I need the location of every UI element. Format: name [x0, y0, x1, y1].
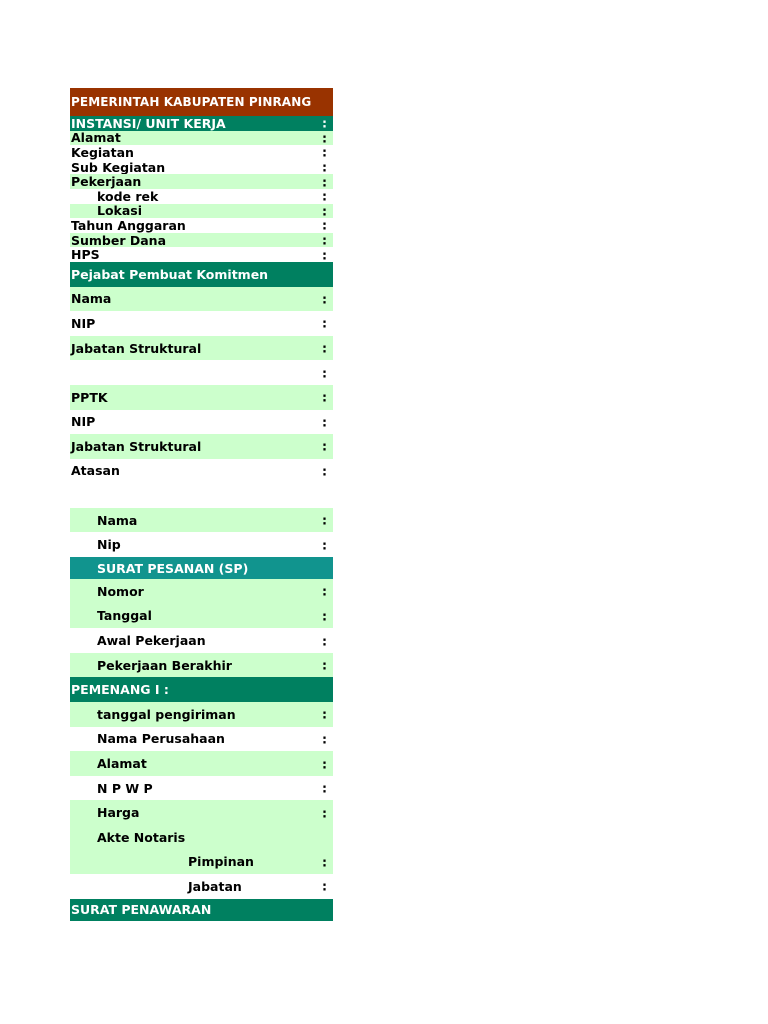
- row-colon: :: [322, 731, 327, 747]
- row-hps: [70, 247, 333, 262]
- row-sub-kegiatan: [70, 160, 333, 175]
- row-colon: :: [322, 188, 327, 204]
- row-colon: :: [322, 414, 327, 430]
- row-colon: :: [322, 340, 327, 356]
- row-label: Kegiatan: [71, 144, 134, 160]
- row-sp-nomor: [70, 579, 333, 604]
- row-ppk-nip: [70, 311, 333, 336]
- row-awal-pekerjaan: [70, 628, 333, 653]
- row-akte-notaris: [70, 825, 333, 850]
- row-tanggal-pengiriman: [70, 702, 333, 727]
- row-colon: :: [322, 365, 327, 381]
- row-npwp: [70, 776, 333, 801]
- row-label: Nomor: [97, 583, 144, 599]
- row-sumber-dana: [70, 233, 333, 248]
- row-label: PPTK: [71, 389, 108, 405]
- row-sp-tanggal: [70, 604, 333, 629]
- sheet-title: [70, 88, 333, 116]
- row-pekerjaan-berakhir: [70, 653, 333, 678]
- row-colon: :: [322, 144, 327, 160]
- row-label: Tanggal: [97, 608, 152, 624]
- section-header-penawaran: [70, 899, 333, 921]
- row-colon: :: [322, 389, 327, 405]
- row-label: Awal Pekerjaan: [97, 633, 206, 649]
- row-colon: :: [322, 315, 327, 331]
- row-jabatan: [70, 874, 333, 899]
- row-label: Pimpinan: [188, 854, 254, 870]
- row-colon: :: [322, 512, 327, 528]
- row-colon: :: [322, 633, 327, 649]
- row-colon: :: [322, 174, 327, 190]
- row-colon: :: [322, 291, 327, 307]
- row-pekerjaan: [70, 174, 333, 189]
- row-colon: :: [322, 232, 327, 248]
- row-label: Harga: [97, 805, 140, 821]
- row-pptk: [70, 385, 333, 410]
- row-colon: :: [322, 780, 327, 796]
- sheet-title-text: PEMERINTAH KABUPATEN PINRANG: [71, 95, 312, 109]
- row-lokasi: [70, 204, 333, 219]
- row-colon: :: [322, 608, 327, 624]
- row-atasan: [70, 459, 333, 484]
- row-label: N P W P: [97, 780, 153, 796]
- row-label: NIP: [71, 414, 96, 430]
- row-colon: :: [322, 878, 327, 894]
- row-kode-rek: [70, 189, 333, 204]
- row-spacer: [70, 483, 333, 508]
- row-label: kode rek: [97, 188, 159, 204]
- row-label: Nama: [71, 291, 112, 307]
- row-colon: :: [322, 463, 327, 479]
- row-label: Jabatan: [188, 878, 242, 894]
- row-label: tanggal pengiriman: [97, 706, 236, 722]
- row-atasan-nip: [70, 532, 333, 557]
- row-label: Pekerjaan: [71, 174, 142, 190]
- row-colon: :: [322, 203, 327, 219]
- row-colon: :: [322, 247, 327, 263]
- section-header-label: SURAT PENAWARAN: [71, 902, 212, 918]
- section-header-label: PEMENANG I :: [71, 682, 169, 698]
- row-label: Atasan: [71, 463, 120, 479]
- row-label: Jabatan Struktural: [71, 340, 202, 356]
- row-pptk-jabatan: [70, 434, 333, 459]
- row-nama-perusahaan: [70, 727, 333, 752]
- row-label: Nip: [97, 537, 121, 553]
- section-header-pemenang: [70, 677, 333, 702]
- section-header-label: SURAT PESANAN (SP): [97, 560, 249, 576]
- row-label: Sumber Dana: [71, 232, 167, 248]
- row-colon: :: [322, 657, 327, 673]
- section-header-ppk: [70, 262, 333, 287]
- row-label: Tahun Anggaran: [71, 217, 186, 233]
- row-pimpinan: [70, 850, 333, 875]
- row-colon: :: [322, 130, 327, 146]
- row-harga: [70, 800, 333, 825]
- row-blank: [70, 360, 333, 385]
- row-ppk-nama: [70, 287, 333, 312]
- row-label: NIP: [71, 315, 96, 331]
- row-ppk-jabatan: [70, 336, 333, 361]
- row-colon: :: [322, 756, 327, 772]
- row-label: Nama Perusahaan: [97, 731, 225, 747]
- row-pptk-nip: [70, 410, 333, 435]
- row-colon: :: [322, 217, 327, 233]
- row-colon: :: [322, 438, 327, 454]
- row-colon: :: [322, 583, 327, 599]
- row-alamat: [70, 131, 333, 146]
- section-header-sp: [70, 557, 333, 579]
- row-label: Akte Notaris: [97, 829, 186, 845]
- row-label: Jabatan Struktural: [71, 438, 202, 454]
- row-colon: :: [322, 854, 327, 870]
- row-kegiatan: [70, 145, 333, 160]
- row-colon: :: [322, 159, 327, 175]
- row-atasan-nama: [70, 508, 333, 533]
- row-label: Pekerjaan Berakhir: [97, 657, 232, 673]
- row-label: HPS: [71, 247, 100, 263]
- row-pemenang-alamat: [70, 751, 333, 776]
- row-label: INSTANSI/ UNIT KERJA: [71, 115, 226, 131]
- row-colon: :: [322, 706, 327, 722]
- form-sheet: [70, 88, 333, 921]
- row-colon: :: [322, 115, 327, 131]
- section-header-label: Pejabat Pembuat Komitmen: [71, 266, 269, 282]
- row-label: Nama: [97, 512, 138, 528]
- row-instansi: [70, 116, 333, 131]
- row-label: Alamat: [97, 756, 147, 772]
- row-colon: :: [322, 537, 327, 553]
- row-label: Lokasi: [97, 203, 143, 219]
- row-label: Sub Kegiatan: [71, 159, 166, 175]
- row-label: Alamat: [71, 130, 121, 146]
- row-colon: :: [322, 805, 327, 821]
- row-tahun-anggaran: [70, 218, 333, 233]
